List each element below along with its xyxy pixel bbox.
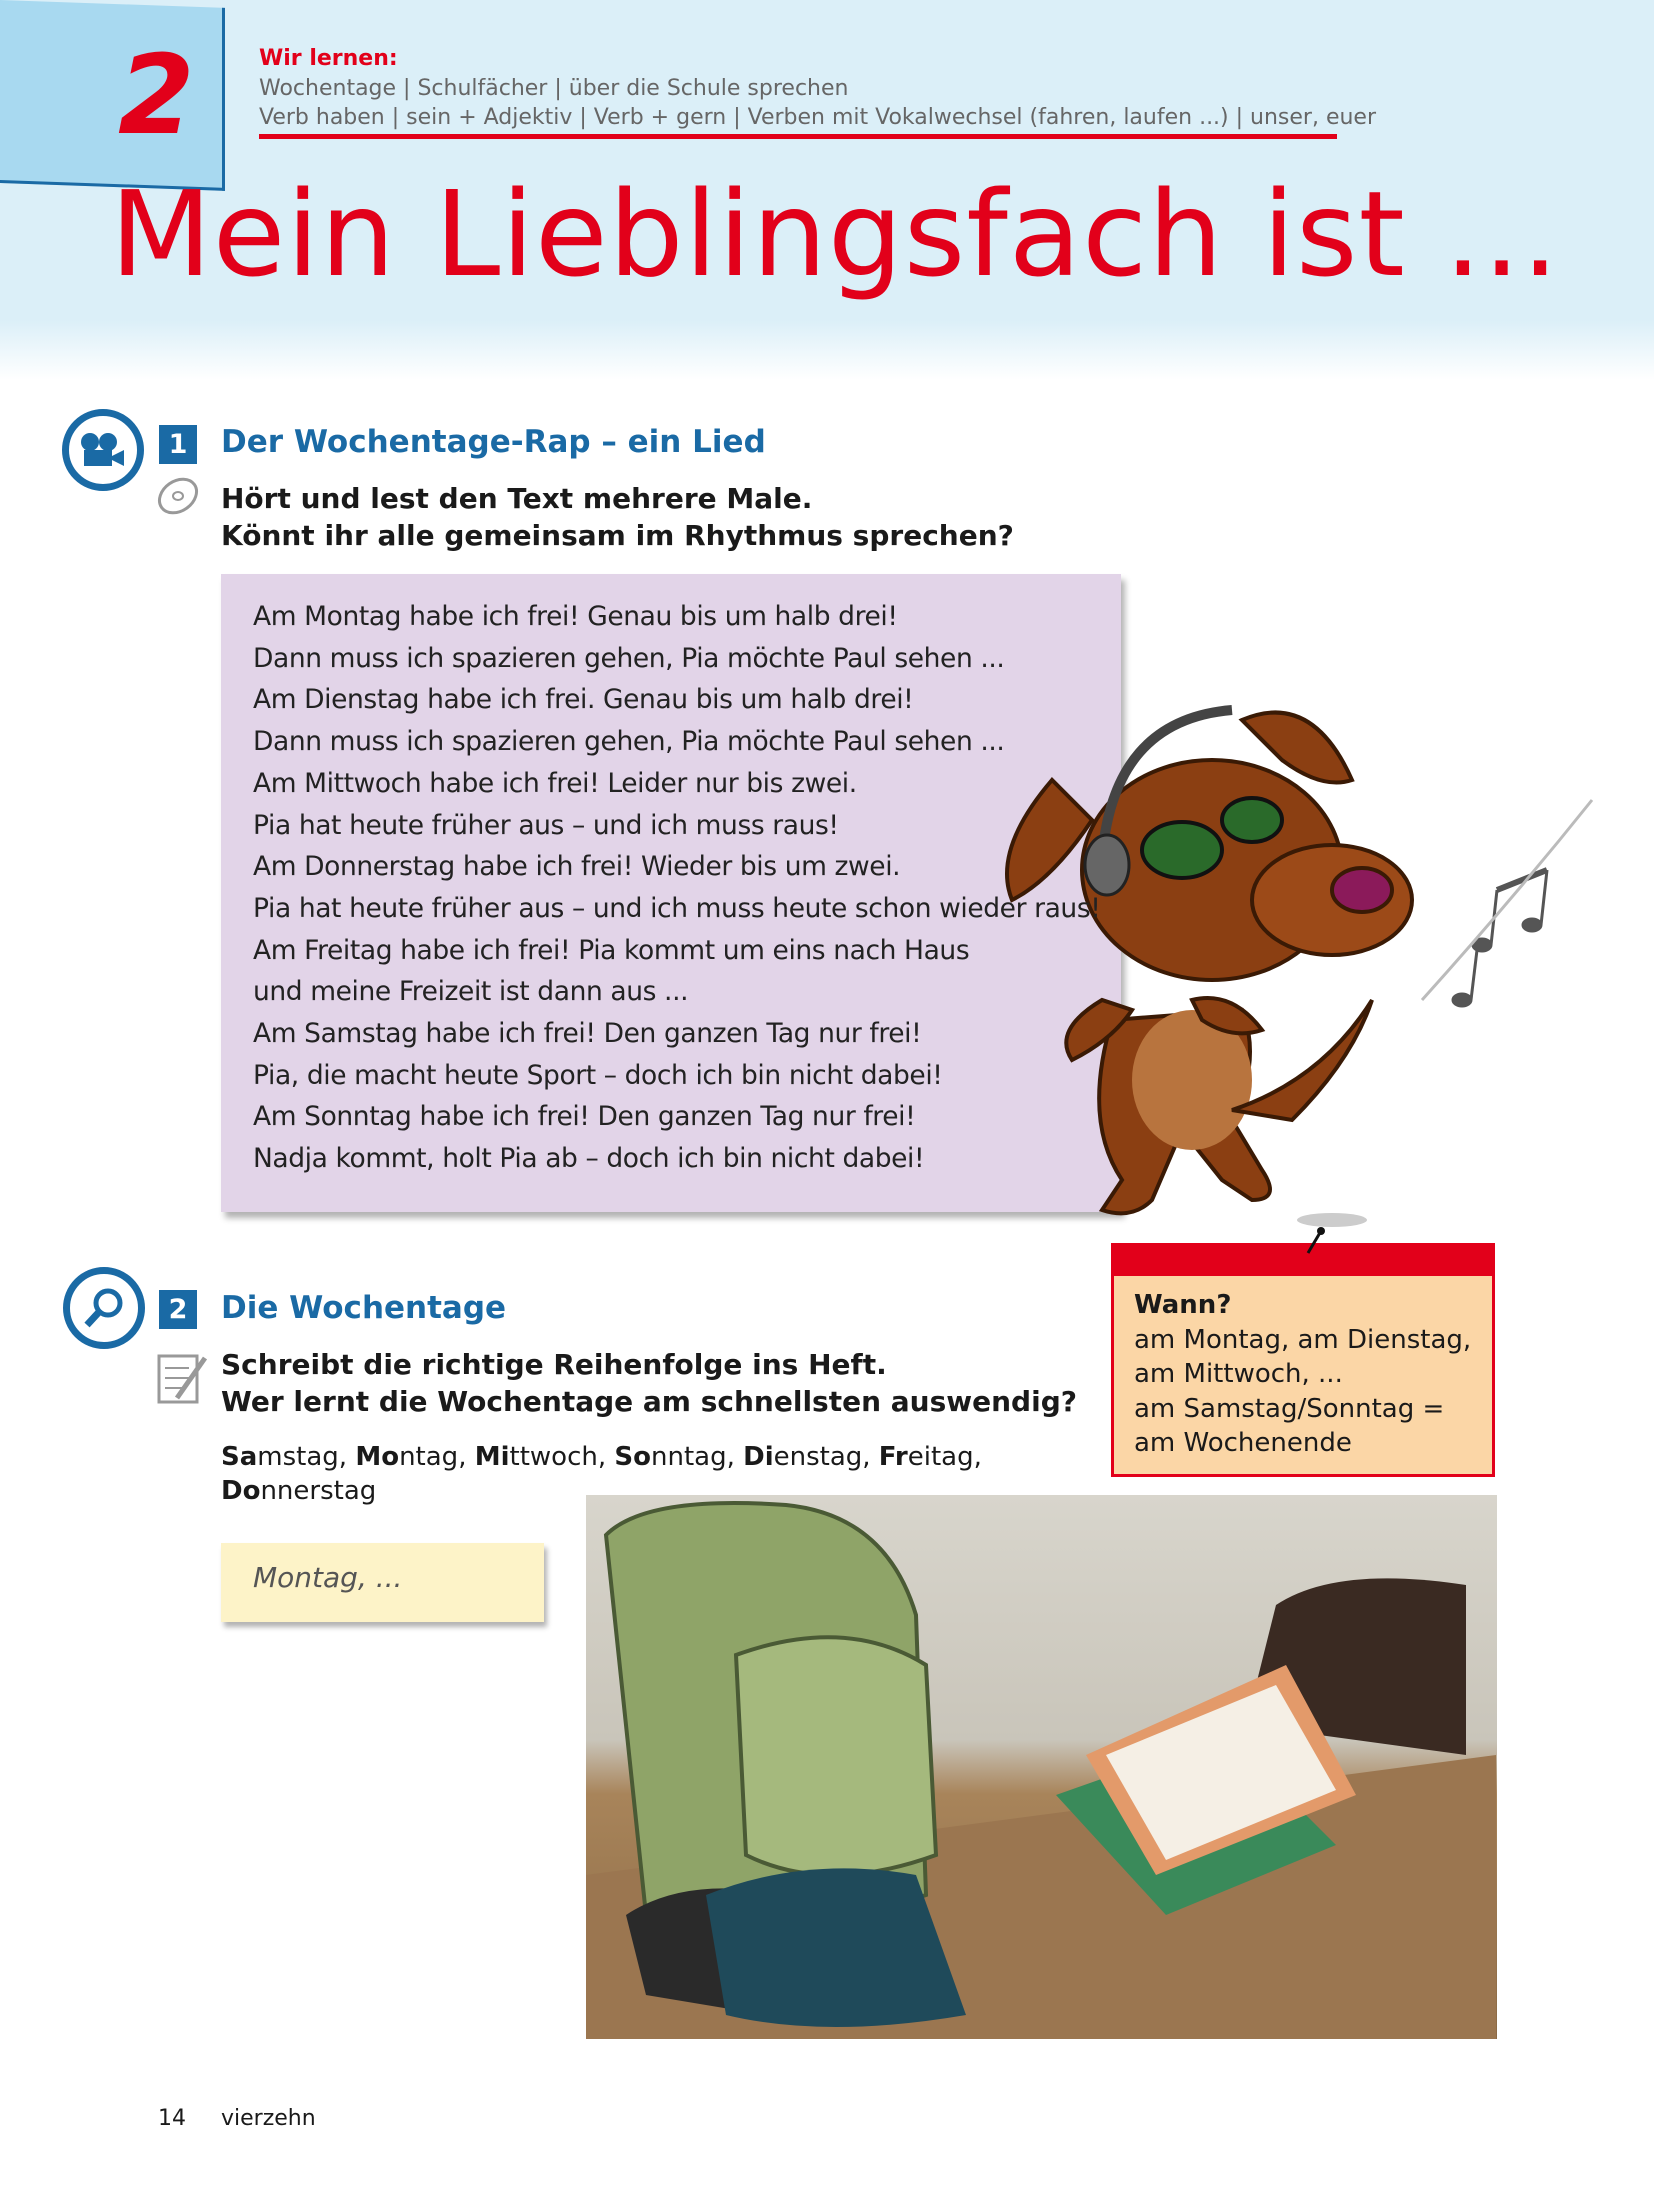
chapter-number: 2 xyxy=(118,31,195,159)
rap-lyrics-box xyxy=(221,574,1121,1212)
header-divider xyxy=(259,134,1337,139)
lyric-line: Am Freitag habe ich frei! Pia kommt um eins nach Haus xyxy=(253,934,970,966)
lyric-line: Am Montag habe ich frei! Genau bis um halb drei! xyxy=(253,601,898,632)
instruction-line: Könnt ihr alle gemeinsam im Rhythmus sprechen? xyxy=(221,519,1014,552)
lyric-line: Dann muss ich spazieren gehen, Pia möchte Paul sehen ... xyxy=(253,726,1005,758)
page-title: Mein Lieblingsfach ist ... xyxy=(110,165,1560,303)
video-icon[interactable] xyxy=(62,409,144,491)
exercise-number: 2 xyxy=(159,1290,197,1329)
wann-info-box xyxy=(1111,1243,1495,1477)
lyric-line: Am Sonntag habe ich frei! Den ganzen Tag nur frei! xyxy=(253,1101,916,1133)
answer-note: Montag, ... xyxy=(221,1543,544,1622)
magnifier-icon[interactable] xyxy=(63,1267,145,1349)
instruction-line: Hört und lest den Text mehrere Male. xyxy=(221,482,813,515)
exercise-number: 1 xyxy=(159,425,197,464)
weekday: Mittwoch, xyxy=(474,1442,615,1472)
header-fade xyxy=(0,320,1654,380)
weekday: Donnerstag xyxy=(221,1476,377,1506)
lyric-line: Am Samstag habe ich frei! Den ganzen Tag nur frei! xyxy=(253,1018,922,1050)
instruction-line: Wer lernt die Wochentage am schnellsten auswendig? xyxy=(221,1385,1077,1418)
lyric-line: Am Dienstag habe ich frei. Genau bis um halb drei! xyxy=(253,684,914,716)
weekday: Montag, xyxy=(355,1442,475,1472)
info-box-line: am Samstag/Sonntag = xyxy=(1134,1393,1445,1424)
weekday: Dienstag, xyxy=(743,1442,879,1472)
write-icon xyxy=(155,1348,211,1412)
instruction-line: Schreibt die richtige Reihenfolge ins Heft. xyxy=(221,1348,887,1381)
page-number: 14 xyxy=(158,2106,186,2131)
lyric-line: Pia hat heute früher aus – und ich muss heute schon wieder raus! xyxy=(253,892,1101,924)
lyric-line: und meine Freizeit ist dann aus ... xyxy=(253,976,689,1008)
exercise-heading: Die Wochentage xyxy=(221,1290,507,1326)
lyric-line: Dann muss ich spazieren gehen, Pia möchte Paul sehen ... xyxy=(253,642,1005,674)
learn-topics: Wochentage | Schulfächer | über die Schule sprechen xyxy=(259,76,849,101)
info-box-line: am Mittwoch, ... xyxy=(1134,1359,1343,1389)
cd-icon[interactable] xyxy=(152,474,204,522)
info-box-title: Wann? xyxy=(1134,1290,1232,1320)
info-box-line: am Wochenende xyxy=(1134,1428,1352,1458)
exercise-heading: Der Wochentage-Rap – ein Lied xyxy=(221,424,766,460)
learn-title: Wir lernen: xyxy=(259,46,398,71)
lyric-line: Pia hat heute früher aus – und ich muss raus! xyxy=(253,809,839,841)
lyric-line: Am Donnerstag habe ich frei! Wieder bis um zwei. xyxy=(253,851,901,883)
lyric-line: Am Mittwoch habe ich frei! Leider nur bis zwei. xyxy=(253,767,857,799)
info-box-line: am Montag, am Dienstag, xyxy=(1134,1324,1472,1355)
weekday: Samstag, xyxy=(221,1442,356,1472)
learn-grammar: Verb haben | sein + Adjektiv | Verb + gern | Verben mit Vokalwechsel (fahren, laufen ...) | unser, euer xyxy=(259,105,1377,130)
lyric-line: Nadja kommt, holt Pia ab – doch ich bin nicht dabei! xyxy=(253,1143,925,1175)
lyric-line: Pia, die macht heute Sport – doch ich bin nicht dabei! xyxy=(253,1059,943,1091)
weekday: Freitag, xyxy=(878,1442,982,1472)
page-number-word: vierzehn xyxy=(221,2106,316,2131)
schoolbag-photo xyxy=(586,1495,1497,2039)
weekday: Sonntag, xyxy=(614,1442,744,1472)
